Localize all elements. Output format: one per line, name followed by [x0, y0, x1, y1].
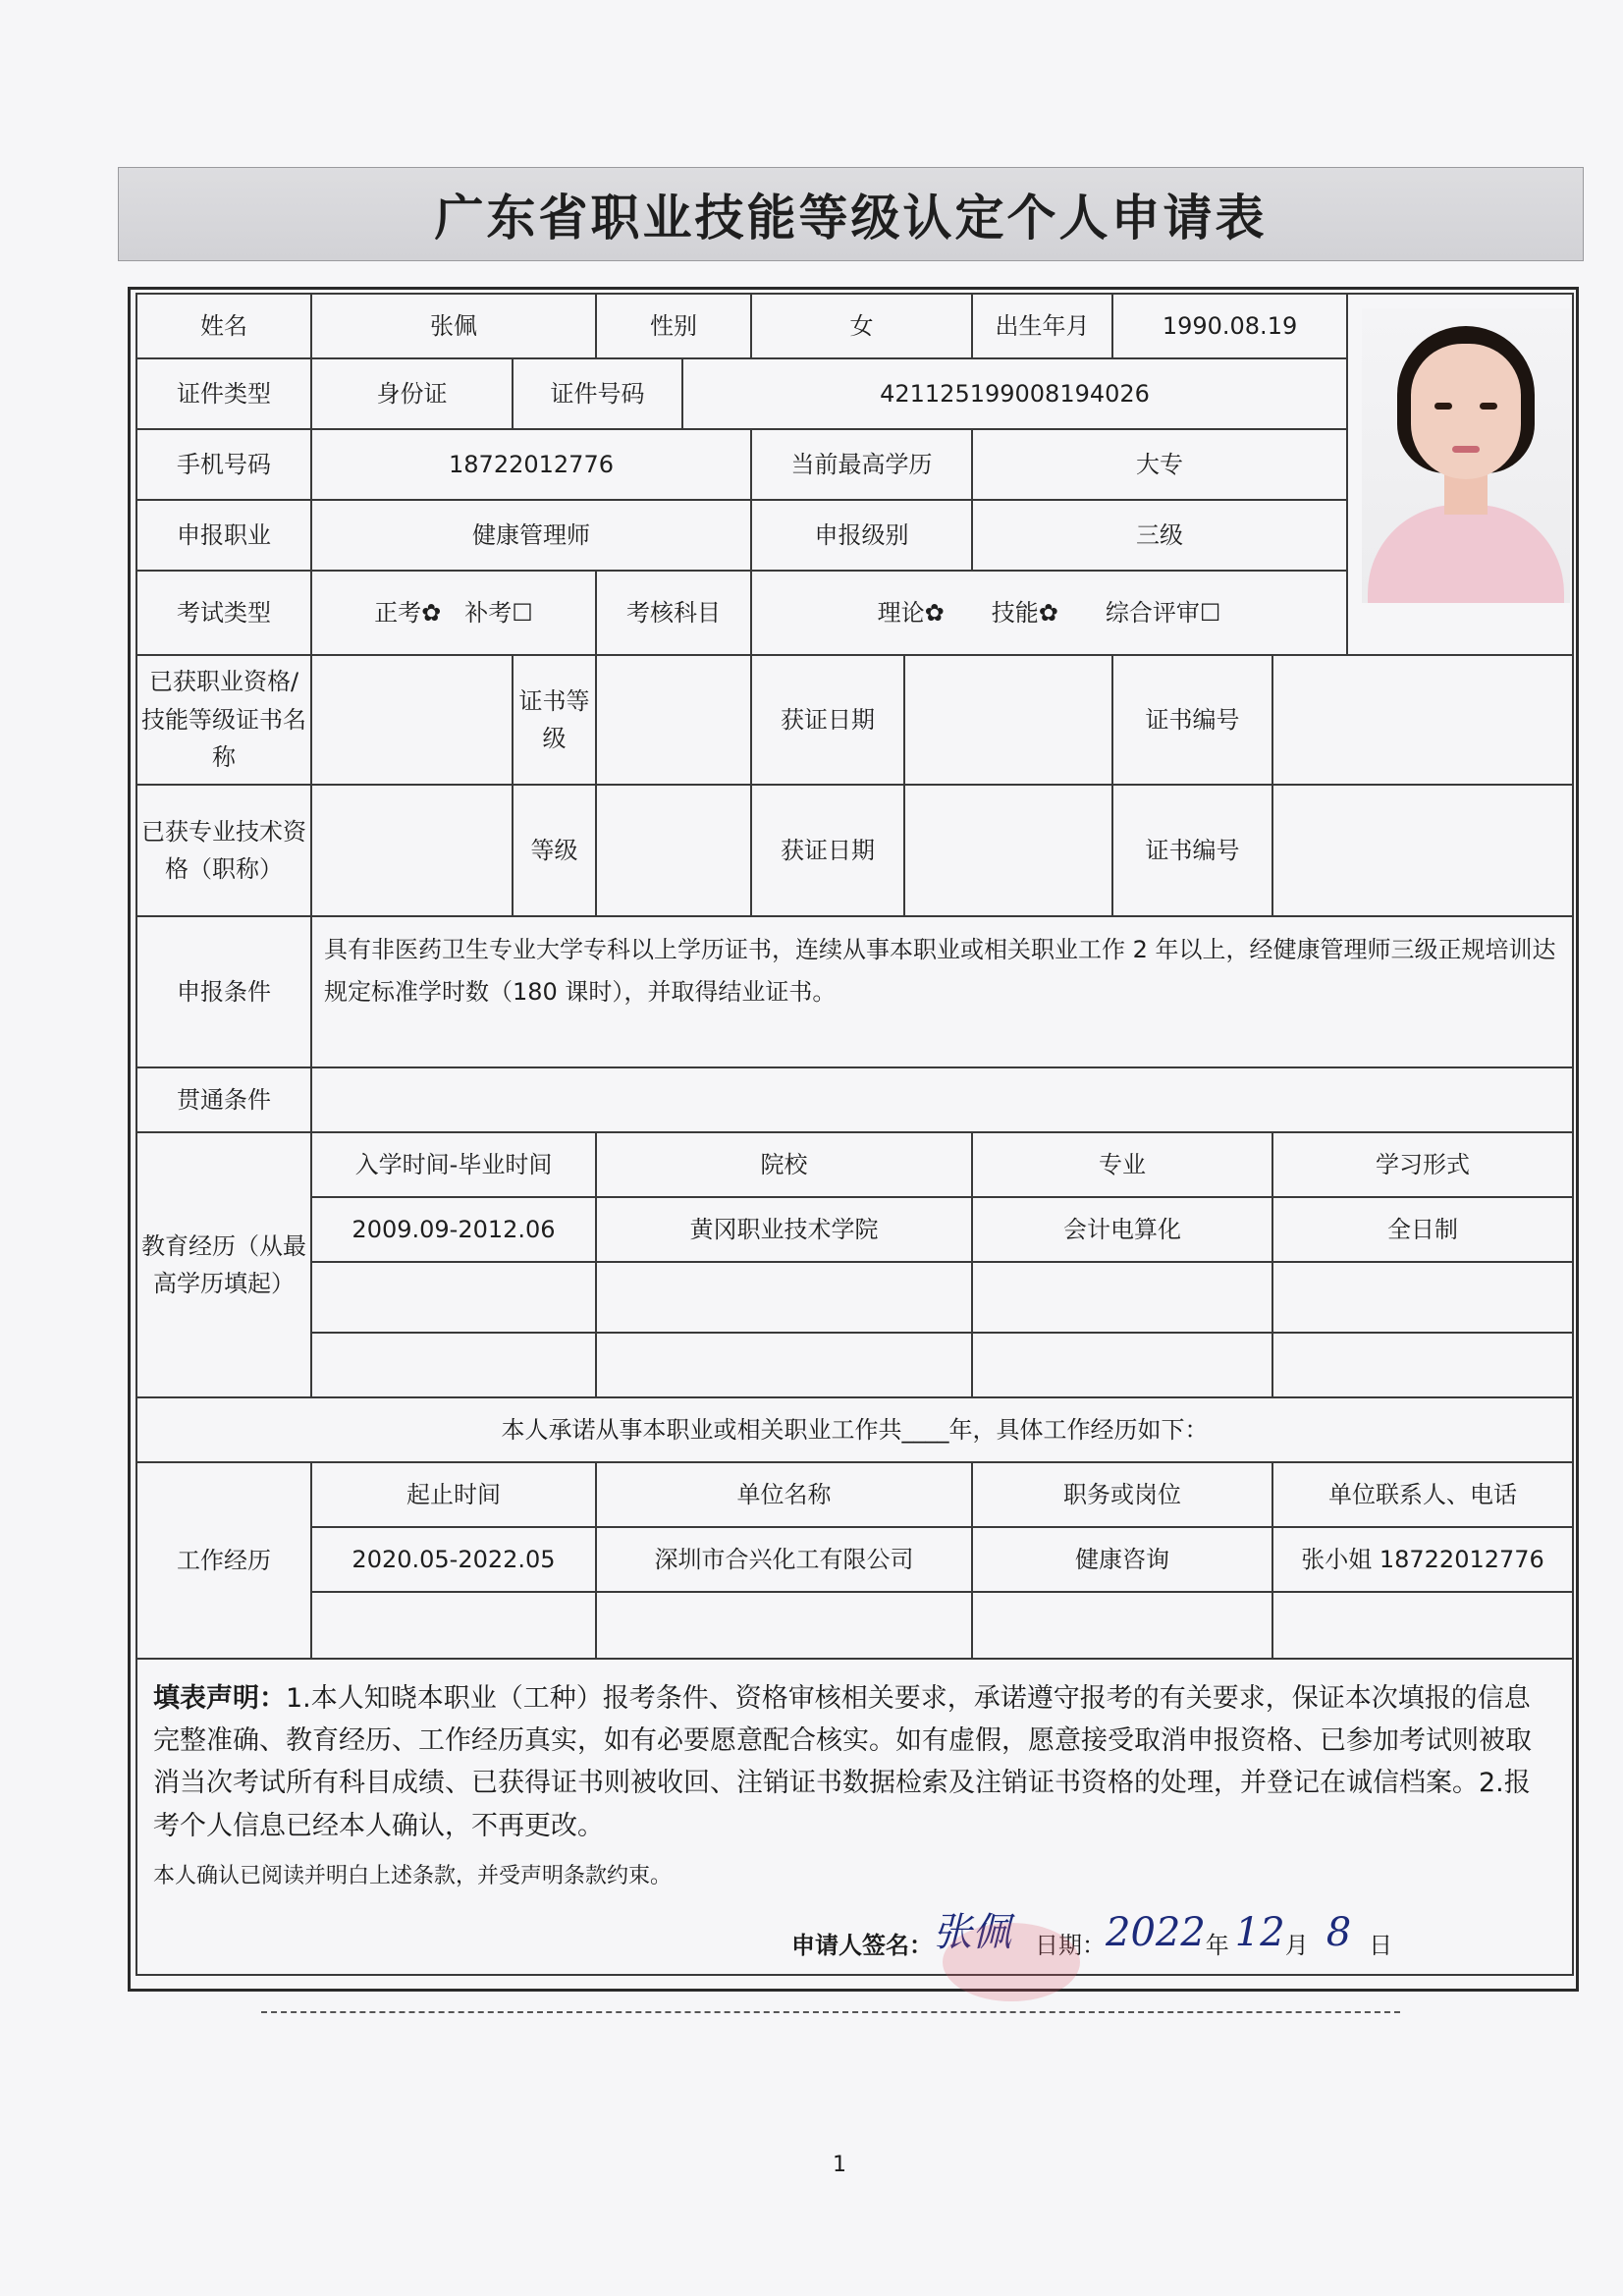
prev-cert-label: 已获职业资格/技能等级证书名称	[136, 655, 311, 785]
edu-empty-cell	[972, 1333, 1272, 1397]
row-prev-cert	[136, 655, 1573, 785]
exam-subject-label: 考核科目	[596, 571, 751, 655]
signature-row	[153, 1901, 1556, 1964]
edu-header-mode: 学习形式	[1272, 1132, 1573, 1197]
cert-date-value	[904, 655, 1112, 785]
row-basic-1	[136, 294, 1573, 358]
year-unit: 年	[1205, 1931, 1229, 1959]
exam-subject-options: 理论✿ 技能✿ 综合评审☐	[751, 571, 1347, 655]
row-prof-title	[136, 785, 1573, 916]
edu-header-period: 入学时间-毕业时间	[311, 1132, 596, 1197]
gender-value: 女	[751, 294, 972, 358]
work-empty-cell	[1272, 1592, 1573, 1659]
grade-value	[596, 785, 751, 916]
id-no-label: 证件号码	[513, 358, 682, 429]
pass-conditions-label: 贯通条件	[136, 1067, 311, 1132]
page-number: 1	[833, 2153, 846, 2177]
exam-type-options: 正考✿ 补考☐	[311, 571, 596, 655]
cert-grade-label: 证书等级	[513, 655, 596, 785]
date-year: 2022	[1106, 1909, 1206, 1955]
fingerprint-mark	[943, 1923, 1080, 2001]
declaration-paragraph	[153, 1677, 1556, 1847]
declaration-head: 填表声明：	[153, 1683, 286, 1714]
cert-grade-value	[596, 655, 751, 785]
level-label: 申报级别	[751, 500, 972, 571]
cert-date-label: 获证日期	[751, 655, 904, 785]
edu-header-major: 专业	[972, 1132, 1272, 1197]
declaration-row	[136, 1659, 1573, 1975]
edu-header-row	[136, 1132, 1573, 1197]
id-no-value: 421125199008194026	[682, 358, 1347, 429]
exam-type-label: 考试类型	[136, 571, 311, 655]
conditions-label: 申报条件	[136, 916, 311, 1067]
work-position: 健康咨询	[972, 1527, 1272, 1592]
row-pass-conditions	[136, 1067, 1573, 1132]
prev-cert-value	[311, 655, 513, 785]
edu-mode: 全日制	[1272, 1197, 1573, 1262]
edu-empty-cell	[972, 1262, 1272, 1333]
declaration-body: 1.本人知晓本职业（工种）报考条件、资格审核相关要求，承诺遵守报考的有关要求，保证本次填报的信息完整准确、教育经历、工作经历真实，如有必要愿意配合核实。如有虚假，愿意接受取消申报资格、已参加考试则被取消当次考试所有科目成绩、已获得证书则被收回、注销证书数据检索及注销证书资格的处理，并登记在诚信档案。2.报考个人信息已经本人确认，不再更改。	[153, 1683, 1532, 1841]
cert-no-value	[1272, 655, 1573, 785]
form-title: 广东省职业技能等级认定个人申请表	[434, 190, 1268, 246]
edu-history-label: 教育经历（从最高学历填起）	[136, 1132, 311, 1397]
date-day: 8	[1325, 1909, 1352, 1955]
work-header-contact: 单位联系人、电话	[1272, 1462, 1573, 1527]
edu-empty-cell	[311, 1333, 596, 1397]
work-empty-cell	[311, 1592, 596, 1659]
gender-label: 性别	[596, 294, 751, 358]
prof-no-label: 证书编号	[1112, 785, 1272, 916]
edu-empty-cell	[1272, 1262, 1573, 1333]
prof-no-value	[1272, 785, 1573, 916]
sign-label: 申请人签名：	[791, 1931, 933, 1959]
occupation-label: 申报职业	[136, 500, 311, 571]
declaration-cell	[136, 1659, 1573, 1975]
id-type-label: 证件类型	[136, 358, 311, 429]
work-empty-cell	[596, 1592, 972, 1659]
edu-period: 2009.09-2012.06	[311, 1197, 596, 1262]
form-table-wrapper	[135, 293, 1572, 1976]
prof-date-value	[904, 785, 1112, 916]
pass-conditions-value	[311, 1067, 1573, 1132]
edu-empty-cell	[1272, 1333, 1573, 1397]
work-header-company: 单位名称	[596, 1462, 972, 1527]
work-header-period: 起止时间	[311, 1462, 596, 1527]
day-unit: 日	[1369, 1931, 1393, 1959]
title-banner	[118, 167, 1584, 261]
edu-row	[136, 1197, 1573, 1262]
edu-major: 会计电算化	[972, 1197, 1272, 1262]
prof-title-label: 已获专业技术资格（职称）	[136, 785, 311, 916]
id-type-value: 身份证	[311, 358, 513, 429]
prof-date-label: 获证日期	[751, 785, 904, 916]
work-row-empty	[136, 1592, 1573, 1659]
edu-row-empty	[136, 1262, 1573, 1333]
work-commit-row	[136, 1397, 1573, 1462]
application-form-table	[135, 293, 1574, 1976]
phone-label: 手机号码	[136, 429, 311, 500]
work-company: 深圳市合兴化工有限公司	[596, 1527, 972, 1592]
level-value: 三级	[972, 500, 1347, 571]
work-row	[136, 1527, 1573, 1592]
edu-header-school: 院校	[596, 1132, 972, 1197]
birth-label: 出生年月	[972, 294, 1112, 358]
applicant-photo	[1362, 308, 1570, 603]
work-contact: 张小姐 18722012776	[1272, 1527, 1573, 1592]
name-label: 姓名	[136, 294, 311, 358]
month-unit: 月	[1284, 1931, 1309, 1959]
edu-school: 黄冈职业技术学院	[596, 1197, 972, 1262]
work-empty-cell	[972, 1592, 1272, 1659]
edu-empty-cell	[311, 1262, 596, 1333]
birth-value: 1990.08.19	[1112, 294, 1347, 358]
edu-empty-cell	[596, 1333, 972, 1397]
date-label: 日期：	[1035, 1931, 1106, 1959]
declaration-confirm: 本人确认已阅读并明白上述条款，并受声明条款约束。	[153, 1863, 673, 1888]
date-month: 12	[1234, 1909, 1285, 1955]
work-header-row	[136, 1462, 1573, 1527]
row-conditions	[136, 916, 1573, 1067]
occupation-value: 健康管理师	[311, 500, 751, 571]
conditions-value: 具有非医药卫生专业大学专科以上学历证书，连续从事本职业或相关职业工作 2 年以上，经健康管理师三级正规培训达规定标准学时数（180 课时），并取得结业证书。	[311, 916, 1573, 1067]
edu-empty-cell	[596, 1262, 972, 1333]
cut-line	[261, 2011, 1400, 2013]
work-commit-text: 本人承诺从事本职业或相关职业工作共____年，具体工作经历如下：	[136, 1397, 1573, 1462]
name-value: 张佩	[311, 294, 596, 358]
work-header-position: 职务或岗位	[972, 1462, 1272, 1527]
work-history-label: 工作经历	[136, 1462, 311, 1659]
photo-cell	[1347, 294, 1573, 655]
phone-value: 18722012776	[311, 429, 751, 500]
edu-row-empty	[136, 1333, 1573, 1397]
education-label: 当前最高学历	[751, 429, 972, 500]
applicant-signature: 张佩	[933, 1909, 1011, 1955]
cert-no-label: 证书编号	[1112, 655, 1272, 785]
prof-title-value	[311, 785, 513, 916]
grade-label: 等级	[513, 785, 596, 916]
work-period: 2020.05-2022.05	[311, 1527, 596, 1592]
education-value: 大专	[972, 429, 1347, 500]
